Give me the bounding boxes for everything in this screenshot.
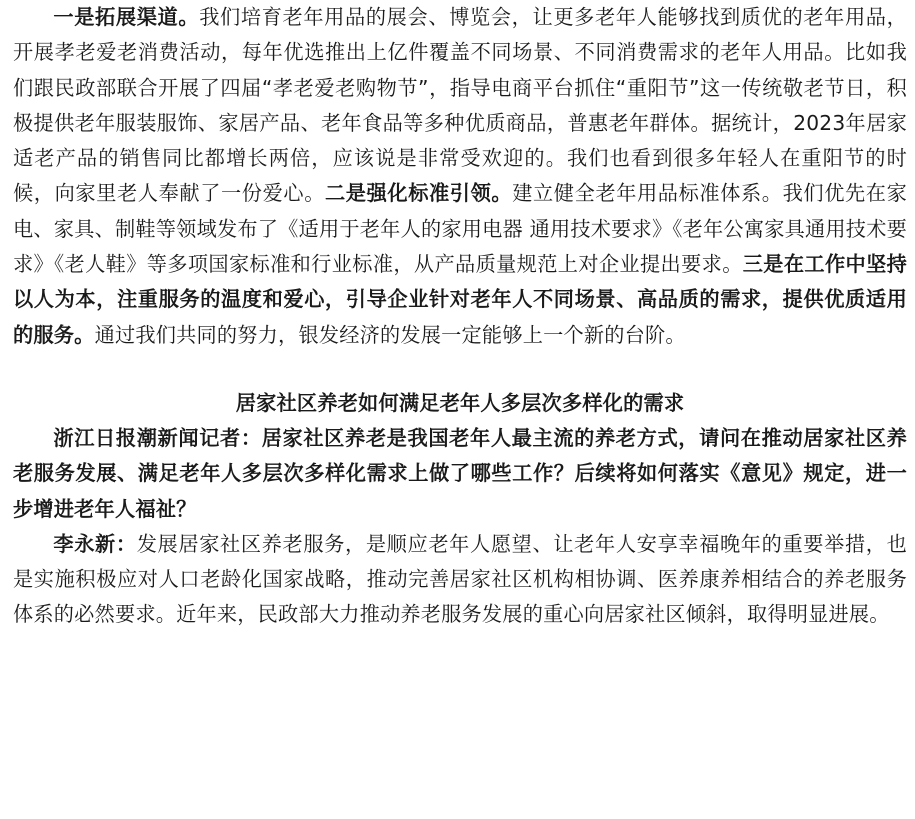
point-three-heading: 三是在工作中坚持以人为本，注重服务的温度和爱心，引导企业针对老年人不同场景、高品质的需求，提供优质适用的服务。 xyxy=(13,252,907,347)
answer-paragraph xyxy=(13,527,907,633)
point-one-heading: 一是拓展渠道。 xyxy=(53,5,200,29)
point-three-text: 通过我们共同的努力，银发经济的发展一定能够上一个新的台阶。 xyxy=(94,322,686,347)
speaker-name: 李永新： xyxy=(53,531,137,556)
reporter-question: 浙江日报潮新闻记者：居家社区养老是我国老年人最主流的养老方式，请问在推动居家社区养老服务发展、满足老年人多层次多样化需求上做了哪些工作？后续将如何落实《意见》规定，进一步增进老年人福祉？ xyxy=(13,425,907,521)
section-heading: 居家社区养老如何满足老年人多层次多样化的需求 xyxy=(235,390,685,415)
answer-text: 发展居家社区养老服务，是顺应老年人愿望、让老年人安享幸福晚年的重要举措，也是实施积极应对人口老龄化国家战略，推动完善居家社区机构相协调、医养康养相结合的养老服务体系的必然要求。近年来，民政部大力推动养老服务发展的重心向居家社区倾斜，取得明显进展。 xyxy=(13,531,907,627)
point-two-heading: 二是强化标准引领。 xyxy=(325,181,513,206)
paragraph-measures xyxy=(13,0,907,353)
point-one-text: 我们培育老年用品的展会、博览会，让更多老年人能够找到质优的老年用品，开展孝老爱老消费活动，每年优选推出上亿件覆盖不同场景、不同消费需求的老年人用品。比如我们跟民政部联合开展了四届“孝老爱老购物节”，指导电商平台抓住“重阳节”这一传统敬老节日，积极提供老年服装服饰、家居产品、老年食品等多种优质商品，普惠老年群体。据统计，2023年居家适老产品的销售同比都增长两倍，应该说是非常受欢迎的。我们也看到很多年轻人在重阳节的时候，向家里老人奉献了一份爱心。 xyxy=(13,5,907,206)
point-two-text: 建立健全老年用品标准体系。我们优先在家电、家具、制鞋等领域发布了《适用于老年人的家用电器 通用技术要求》《老年公寓家具通用技术要求》《老人鞋》等多项国家标准和行业标准，从产品质量规范上对企业提出要求。 xyxy=(13,181,907,277)
